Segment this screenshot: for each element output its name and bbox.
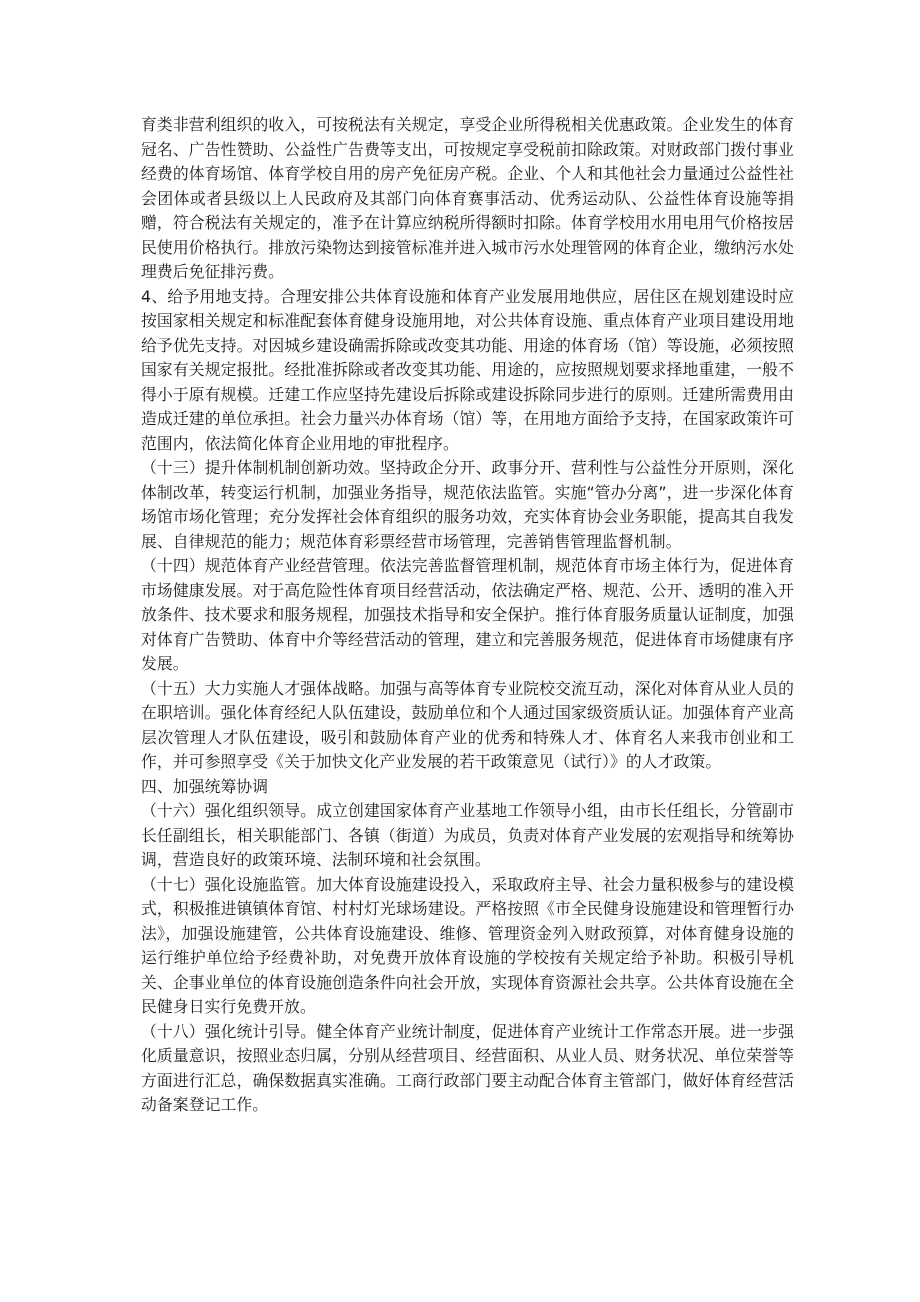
- paragraph-15-talent-strategy: （十五）大力实施人才强体战略。加强与高等体育专业院校交流互动，深化对体育从业人员的在职培训。强化体育经纪人队伍建设，鼓励单位和个人通过国家级资质认证。加强体育产业高层次管理人才队伍建设，吸引和鼓励体育产业的优秀和特殊人才、体育名人来我市创业和工作，并可参照享受《关于加快文化产业发展的若干政策意见（试行）》的人才政策。: [141, 678, 794, 771]
- paragraph-17-facility-supervision: （十七）强化设施监管。加大体育设施建设投入，采取政府主导、社会力量积极参与的建设模式，积极推进镇镇体育馆、村村灯光球场建设。严格按照《市全民健身设施建设和管理暂行办法》，加强设施建管，公共体育设施建设、维修、管理资金列入财政预算，对体育健身设施的运行维护单位给予经费补助，对免费开放体育设施的学校按有关规定给予补助。积极引导机关、企事业单位的体育设施创造条件向社会开放，实现体育资源社会共享。公共体育设施在全民健身日实行免费开放。: [141, 874, 794, 1016]
- paragraph-18-statistics-guidance: （十八）强化统计引导。健全体育产业统计制度，促进体育产业统计工作常态开展。进一步强化质量意识，按照业态归属，分别从经营项目、经营面积、从业人员、财务状况、单位荣誉等方面进行汇总，确保数据真实准确。工商行政部门要主动配合体育主管部门，做好体育经营活动备案登记工作。: [141, 1021, 794, 1114]
- section-heading-coordination: 四、加强统筹协调: [141, 776, 269, 796]
- document-body: [141, 113, 794, 1118]
- paragraph-tax-policy-continued: 育类非营利组织的收入，可按税法有关规定，享受企业所得税相关优惠政策。企业发生的体育冠名、广告性赞助、公益性广告费等支出，可按规定享受税前扣除政策。对财政部门拨付事业经费的体育场馆、体育学校自用的房产免征房产税。企业、个人和其他社会力量通过公益性社会团体或者县级以上人民政府及其部门向体育赛事活动、优秀运动队、公益性体育设施等捐赠，符合税法有关规定的，准予在计算应纳税所得额时扣除。体育学校用水用电用气价格按居民使用价格执行。排放污染物达到接管标准并进入城市污水处理管网的体育企业，缴纳污水处理费后免征排污费。: [141, 115, 794, 281]
- paragraph-14-business-management: （十四）规范体育产业经营管理。依法完善监督管理机制，规范体育市场主体行为，促进体育市场健康发展。对于高危险性体育项目经营活动，依法确定严格、规范、公开、透明的准入开放条件、技术要求和服务规程，加强技术指导和安全保护。推行体育服务质量认证制度，加强对体育广告赞助、体育中介等经营活动的管理，建立和完善服务规范，促进体育市场健康有序发展。: [141, 556, 794, 673]
- paragraph-land-support: 4、给予用地支持。合理安排公共体育设施和体育产业发展用地供应，居住区在规划建设时应按国家相关规定和标准配套体育健身设施用地，对公共体育设施、重点体育产业项目建设用地给予优先支持。对因城乡建设确需拆除或改变其功能、用途的体育场（馆）等设施，必须按照国家有关规定报批。经批准拆除或者改变其功能、用途的，应按照规划要求择地重建，一般不得小于原有规模。迁建工作应坚持先建设后拆除或建设拆除同步进行的原则。迁建所需费用由造成迁建的单位承担。社会力量兴办体育场（馆）等，在用地方面给予支持，在国家政策许可范围内，依法简化体育企业用地的审批程序。: [141, 286, 794, 453]
- paragraph-13-institutional-innovation: （十三）提升体制机制创新功效。坚持政企分开、政事分开、营利性与公益性分开原则，深化体制改革，转变运行机制，加强业务指导，规范依法监管。实施“管办分离”，进一步深化体育场馆市场化管理；充分发挥社会体育组织的服务功效，充实体育协会业务职能，提高其自我发展、自律规范的能力；规范体育彩票经营市场管理，完善销售管理监督机制。: [141, 458, 794, 551]
- paragraph-16-organization-leadership: （十六）强化组织领导。成立创建国家体育产业基地工作领导小组，由市长任组长，分管副市长任副组长，相关职能部门、各镇（街道）为成员，负责对体育产业发展的宏观指导和统筹协调，营造良好的政策环境、法制环境和社会氛围。: [141, 801, 794, 869]
